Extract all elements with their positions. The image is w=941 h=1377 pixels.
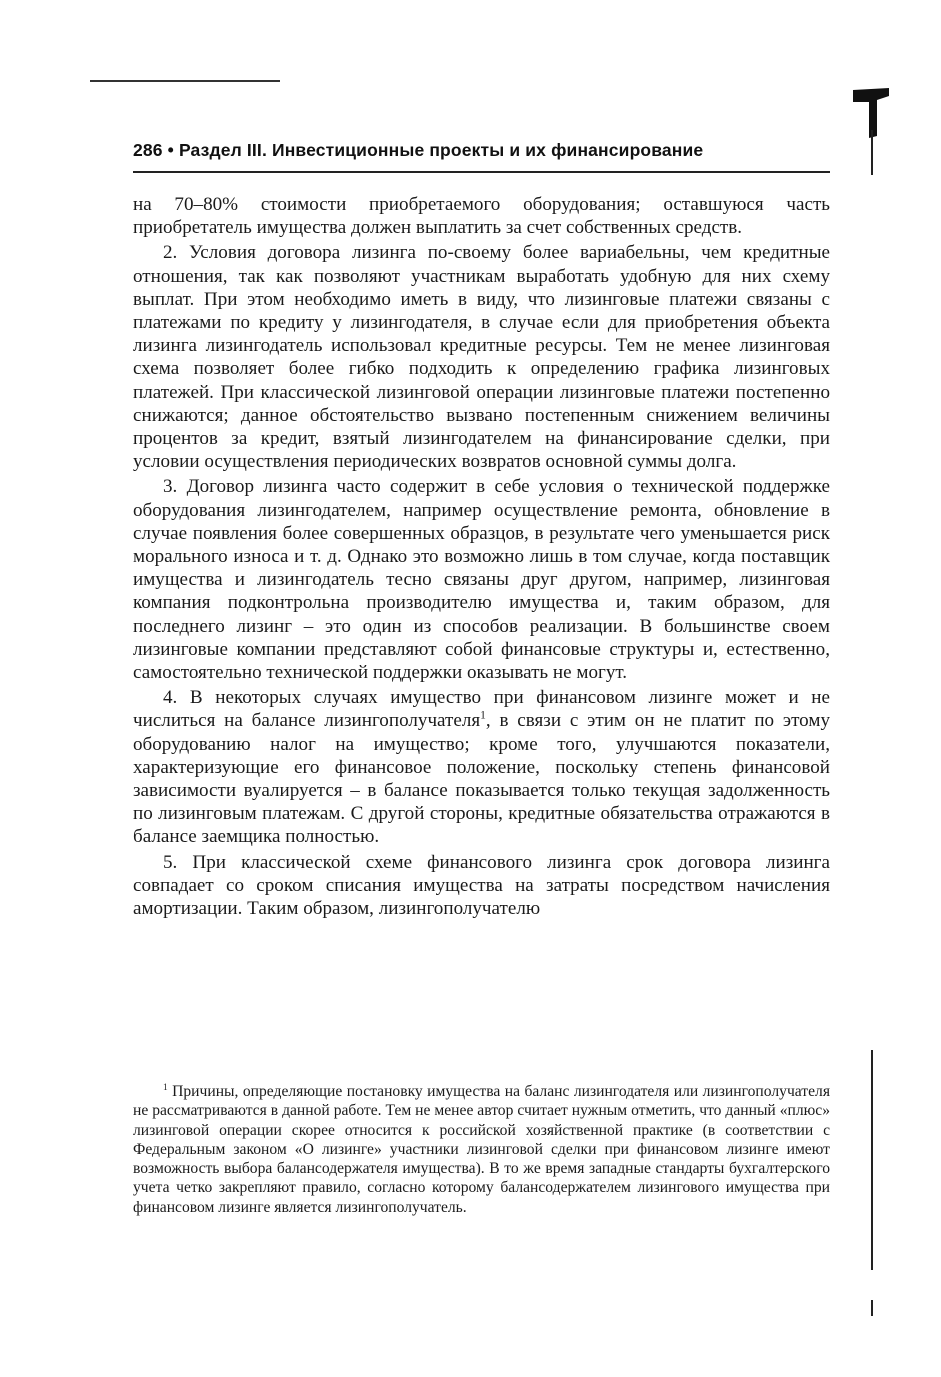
footnote-mark: 1 <box>163 1082 168 1093</box>
header-rule <box>133 171 830 173</box>
paragraph-2: 2. Условия договора лизинга по-своему более вариабельны, чем кредитные отношения, так как позволяют участникам выработать удобную для них схему выплат. При этом необходимо иметь в виду, что лизинговые платежи связаны с платежами по кредиту у лизингодателя, в случае если для приобретения объекта лизинга лизингодатель использовал кредитные ресурсы. Тем не менее лизинговая схема позволяет более гибко подходить к определению графика лизинговых платежей. При классической лизинговой операции лизинговые платежи постепенно снижаются; данное обстоятельство вызвано постепенным снижением величины процентов за кредит, взятый лизингодателем на финансирование сделки, при условии осуществления периодических возвратов основной суммы долга. <box>133 242 830 473</box>
right-edge-bar <box>871 130 873 175</box>
paragraph-continued: на 70–80% стоимости приобретаемого оборудования; оставшуюся часть приобретатель имущества должен выплатить за счет собственных средств. <box>133 194 830 239</box>
paragraph-4 <box>133 686 830 848</box>
paragraph-5: 5. При классической схеме финансового лизинга срок договора лизинга совпадает со сроком списания имущества на затраты посредством начисления амортизации. Таким образом, лизингополучателю <box>133 851 830 920</box>
top-scan-rule <box>90 80 280 82</box>
paragraph-3: 3. Договор лизинга часто содержит в себе условия о технической поддержке оборудования лизингодателем, например осуществление ремонта, обновление в случае появления более совершенных образцов, в результате чего уменьшается риск морального износа и т. д. Однако это возможно лишь в том случае, когда поставщик имущества и лизингодатель тесно связаны друг другом, например, лизинговая компания подконтрольна производителю имущества и, таким образом, для последнего лизинг – это один из способов реализации. В большинстве своем лизинговые компании представляют собой финансовые структуры и, естественно, самостоятельно технической поддержки оказывать не могут. <box>133 476 830 684</box>
body-text <box>133 193 830 920</box>
footnote-text <box>133 1082 830 1217</box>
footnote-body: Причины, определяющие постановку имущества на баланс лизингодателя или лизингополучателя не рассматриваются в данной работе. Тем не менее автор считает нужным отметить, что данный «плюс» лизинговой операции скорее относится к российской хозяйственной практике (в соответствии с Федеральным законом «О лизинге» участники лизинговой сделки при финансовом лизинге имеют возможность выбора балансодержателя имущества). В то же время западные стандарты бухгалтерского учета четко закрепляют правило, согласно которому балансодержателем лизингового имущества при финансовом лизинге является лизингополучатель. <box>133 1083 830 1216</box>
footnote-ref: 1 <box>480 710 486 723</box>
running-header: 286 • Раздел III. Инвестиционные проекты и их финансирование <box>133 140 704 160</box>
paragraph-4-end: , в связи с этим он не платит по этому оборудованию налог на имущество; кроме того, улучшаются показатели, характеризующие его финансовое положение, поскольку степень финансовой зависимости вуалируется – в балансе показывается только текущая задолженность по лизинговым платежам. С другой стороны, кредитные обязательства отражаются в балансе заемщика полностью. <box>133 710 830 848</box>
right-edge-bar <box>871 1300 873 1316</box>
right-edge-bar <box>871 1050 873 1270</box>
footnote <box>133 1082 830 1217</box>
paragraph-4-start: 4. В некоторых случаях имущество при финансовом лизинге может и не числиться на балансе лизингополучателя <box>133 687 830 732</box>
